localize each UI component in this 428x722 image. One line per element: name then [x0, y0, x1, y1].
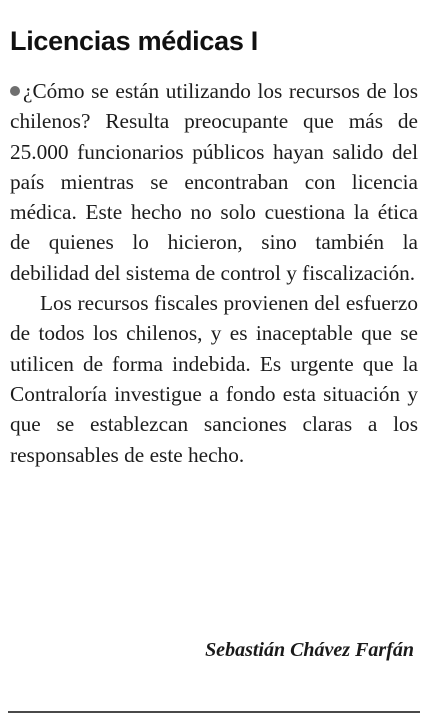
paragraph-1-text: ¿Cómo se están utilizando los recursos de los chilenos? Resulta preocupante que más de 25.000 funcionarios públicos hayan salido del país mientras se encontraban con licencia médica. Este hecho no solo cuestiona la ética de quienes lo hicieron, sino también la debilidad del sistema de control y fiscalización.	[10, 79, 418, 285]
bullet-icon	[10, 86, 20, 96]
headline: Licencias médicas I	[10, 26, 258, 56]
paragraph-2-text: Los recursos fiscales provienen del esfuerzo de todos los chilenos, y es inaceptable que se utilicen de forma indebida. Es urgente que la Contraloría investigue a fondo esta situación y que se establezcan sanciones claras a los responsables de este hecho.	[10, 291, 418, 467]
bottom-divider	[8, 711, 420, 713]
letter-article	[10, 24, 418, 470]
author-signature: Sebastián Chávez Farfán	[205, 639, 414, 661]
paragraph-1	[10, 76, 418, 288]
letter-body	[10, 76, 418, 470]
paragraph-2	[10, 288, 418, 470]
